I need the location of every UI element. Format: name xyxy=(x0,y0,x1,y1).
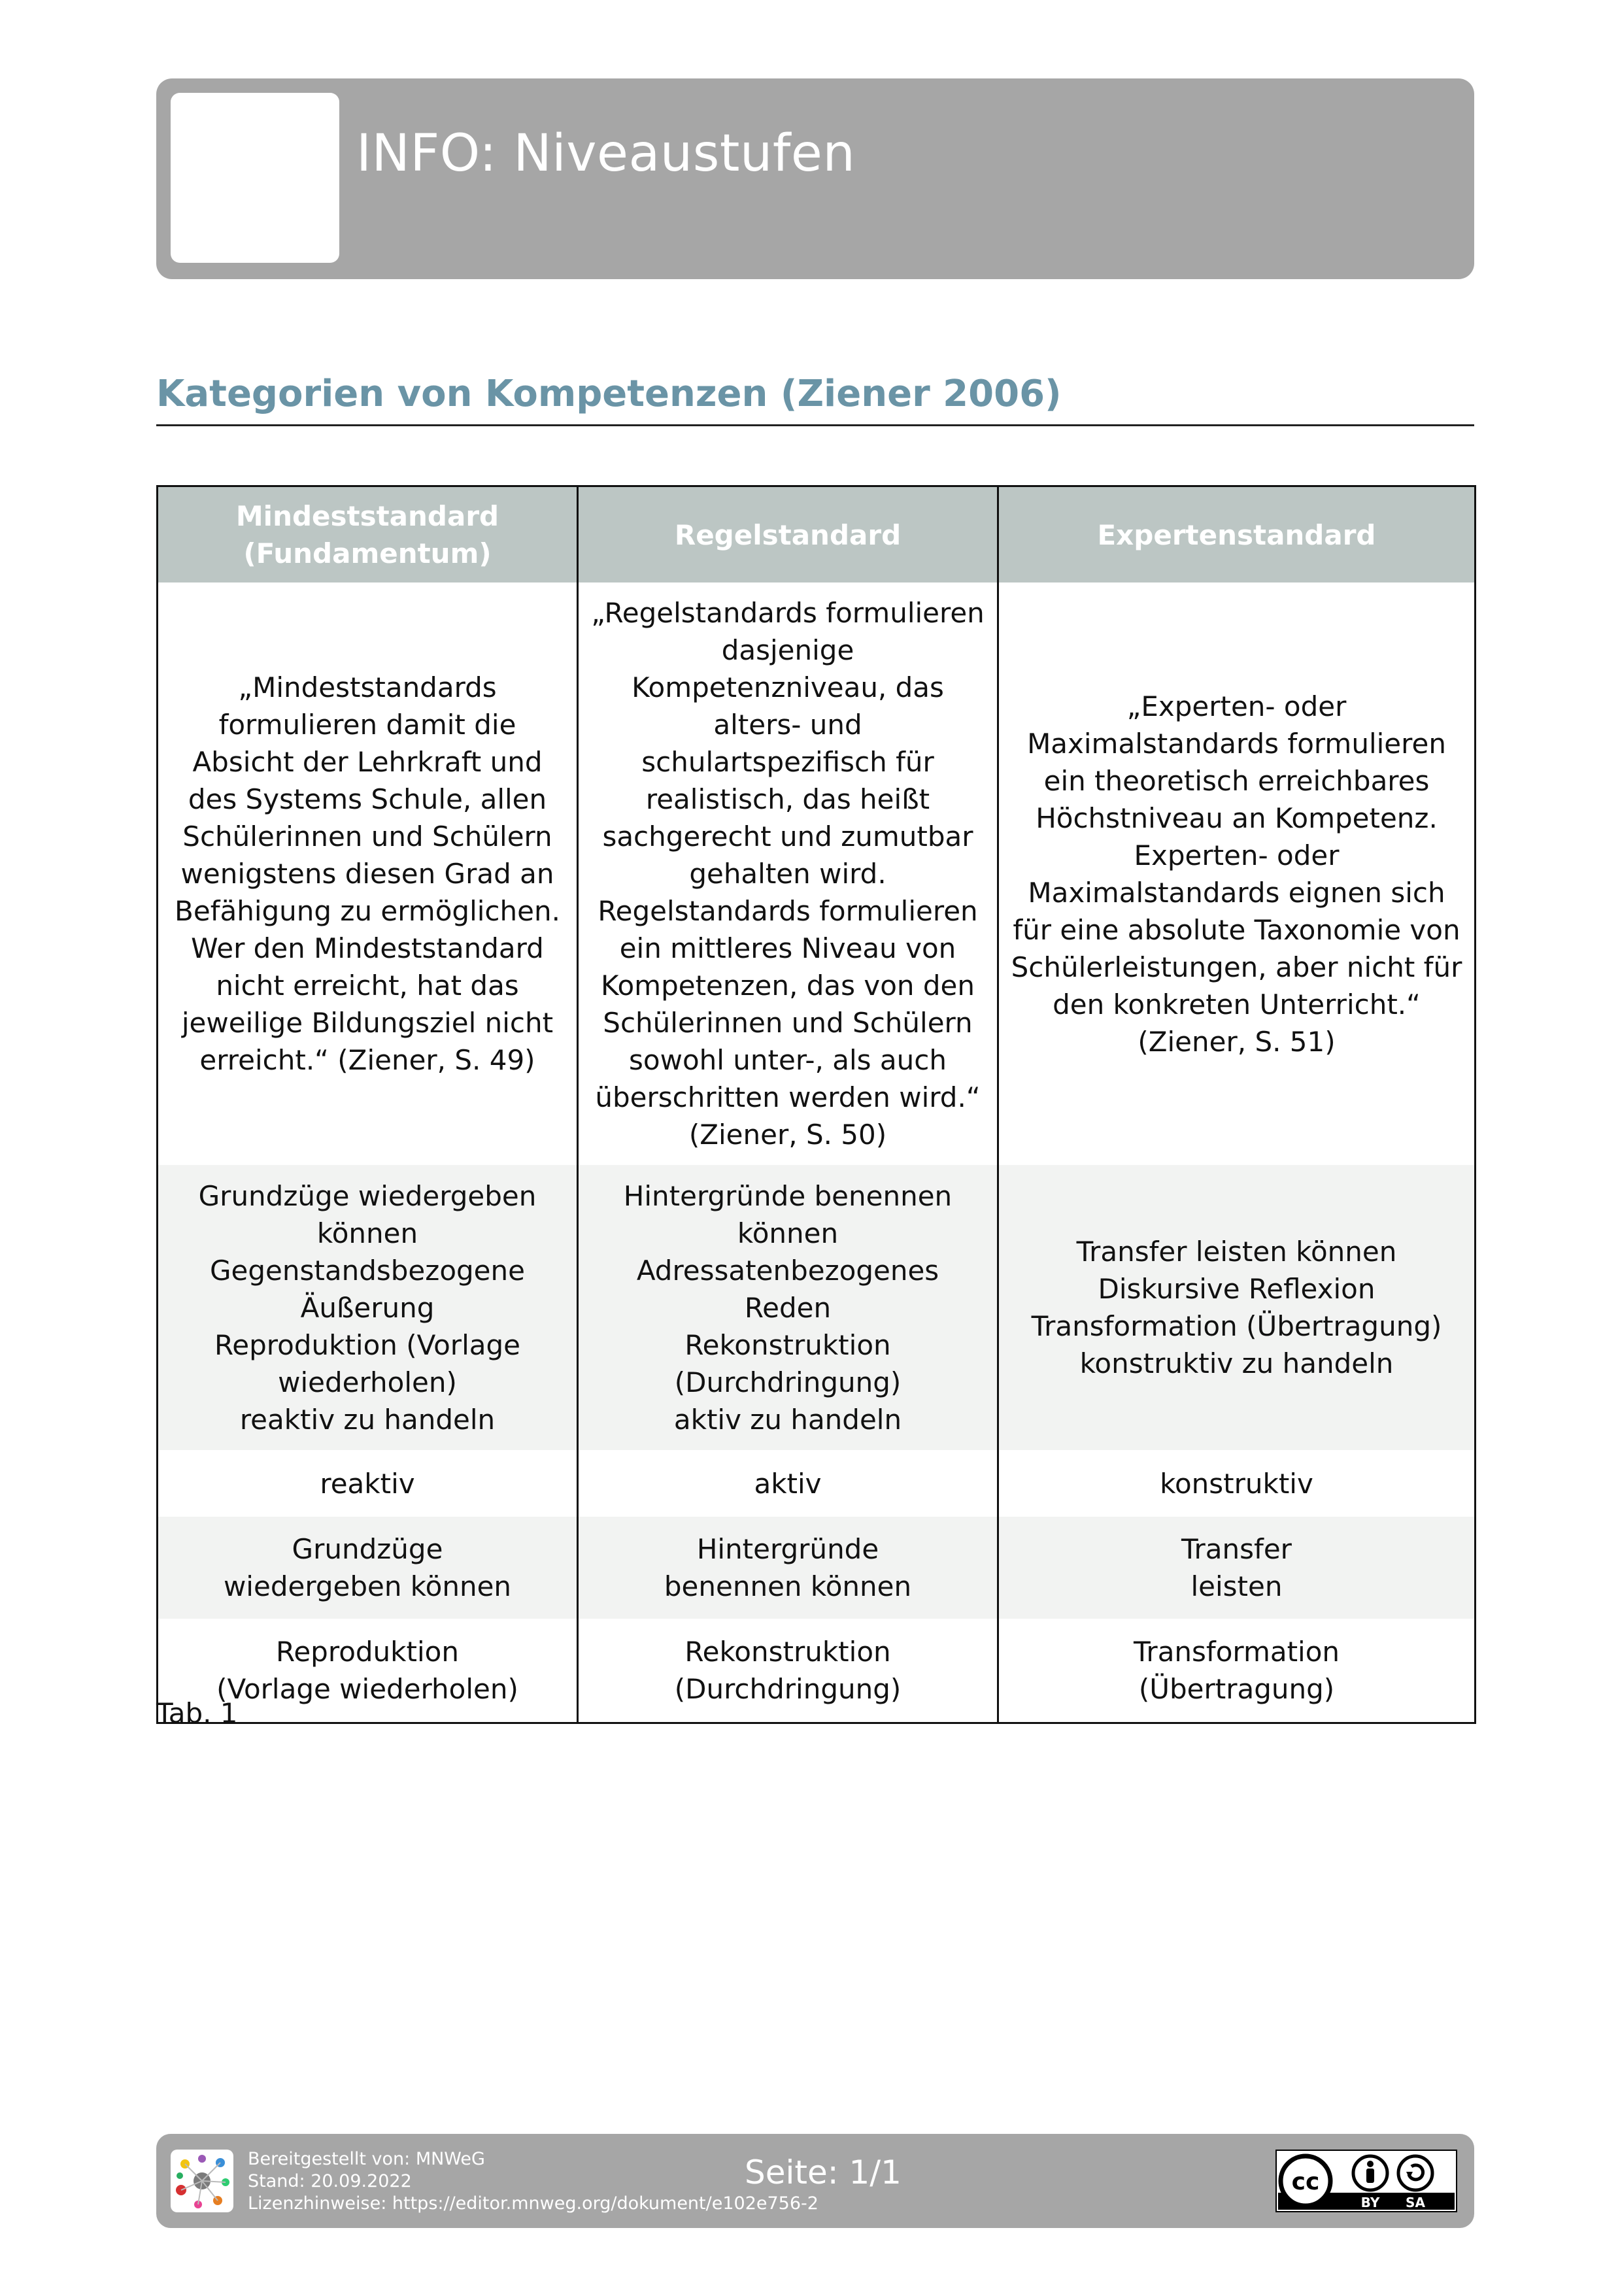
cell-line: Reproduktion xyxy=(276,1636,459,1668)
provided-by: Bereitgestellt von: MNWeG xyxy=(248,2149,485,2169)
cell-line: Rekonstruktion (Durchdringung) xyxy=(674,1328,902,1398)
cell-line: Transformation (Übertragung) xyxy=(1031,1310,1442,1342)
table-cell xyxy=(578,1517,998,1619)
cell-line: Rekonstruktion xyxy=(684,1636,891,1668)
column-header-expertenstandard: Expertenstandard xyxy=(998,486,1476,583)
document-date: Stand: 20.09.2022 xyxy=(248,2171,412,2191)
table-cell: „Experten- oder Maximalstandards formulieren ein theoretisch erreichbares Höchstniveau an Kompetenz. Experten- oder Maximalstandards eignen sich für eine absolute Taxonomie von Schülerleistungen, aber nicht für den konkreten Unterricht.“ (Ziener, S. 51) xyxy=(998,582,1476,1165)
table-cell xyxy=(998,1165,1476,1450)
table-row-action-mode xyxy=(158,1450,1476,1517)
sa-label: SA xyxy=(1406,2195,1425,2210)
cell-line: leisten xyxy=(1190,1570,1283,1602)
table-cell xyxy=(158,1517,578,1619)
cc-label: cc xyxy=(1291,2169,1320,2195)
cc-by-sa-license-icon xyxy=(1275,2150,1457,2212)
table-cell: konstruktiv xyxy=(998,1450,1476,1517)
by-label: BY xyxy=(1360,2195,1380,2210)
table-cell: reaktiv xyxy=(158,1450,578,1517)
table-cell: aktiv xyxy=(578,1450,998,1517)
cell-line: Grundzüge xyxy=(292,1533,443,1565)
cell-line: Diskursive Reflexion xyxy=(1098,1273,1375,1305)
table-cell: „Regelstandards formulieren dasjenige Kompetenzniveau, das alters- und schulartspezifisch für realistisch, das heißt sachgerecht und zumutbar gehalten wird. Regelstandards formulieren ein mittleres Niveau von Kompetenzen, das von den Schülerinnen und Schülern sowohl unter-, als auch überschritten werden wird.“ (Ziener, S. 50) xyxy=(578,582,998,1165)
header-image-placeholder xyxy=(171,93,339,263)
competence-table xyxy=(156,485,1476,1724)
table-cell xyxy=(578,1619,998,1723)
table-cell xyxy=(998,1619,1476,1723)
cell-line: Transfer xyxy=(1181,1533,1292,1565)
table-cell xyxy=(998,1517,1476,1619)
table-caption: Tab. 1 xyxy=(156,1697,238,1729)
cell-line: Gegenstandsbezogene Äußerung xyxy=(210,1254,525,1324)
table-cell xyxy=(158,1165,578,1450)
cell-line: Hintergründe xyxy=(696,1533,879,1565)
cell-line: konstruktiv zu handeln xyxy=(1079,1347,1394,1379)
cell-line: Grundzüge wiedergeben können xyxy=(198,1179,537,1249)
license-link[interactable]: Lizenzhinweise: https://editor.mnweg.org/dokument/e102e756-2 xyxy=(248,2193,818,2214)
cell-line: Reproduktion (Vorlage wiederholen) xyxy=(214,1328,520,1398)
cell-line: (Durchdringung) xyxy=(674,1673,902,1705)
table-cell: „Mindeststandards formulieren damit die Absicht der Lehrkraft und des Systems Schule, allen Schülerinnen und Schülern wenigstens diesen Grad an Befähigung zu ermöglichen. Wer den Mindeststandard nicht erreicht, hat das jeweilige Bildungsziel nicht erreicht.“ (Ziener, S. 49) xyxy=(158,582,578,1165)
table-row-abilities xyxy=(158,1165,1476,1450)
page-number: Seite: 1/1 xyxy=(745,2153,902,2191)
footer-info xyxy=(248,2148,818,2215)
cell-line: aktiv zu handeln xyxy=(673,1403,902,1436)
cell-line: Transfer leisten können xyxy=(1076,1236,1397,1268)
cell-line: (Übertragung) xyxy=(1138,1673,1335,1705)
cell-line: benennen können xyxy=(664,1570,912,1602)
cell-line: Hintergründe benennen können xyxy=(623,1179,953,1249)
table-cell xyxy=(578,1165,998,1450)
cell-line: reaktiv zu handeln xyxy=(239,1403,496,1436)
table-row-cognitive-level xyxy=(158,1619,1476,1723)
column-header-regelstandard: Regelstandard xyxy=(578,486,998,583)
cell-line: (Vorlage wiederholen) xyxy=(216,1673,518,1705)
page-header xyxy=(156,78,1474,279)
mnweg-logo-icon xyxy=(171,2150,233,2212)
column-header-mindeststandard: Mindeststandard (Fundamentum) xyxy=(158,486,578,583)
cell-line: Adressatenbezogenes Reden xyxy=(636,1254,939,1324)
table-row-short-abilities xyxy=(158,1517,1476,1619)
page-footer xyxy=(156,2134,1474,2228)
section-title: Kategorien von Kompetenzen (Ziener 2006) xyxy=(156,373,1474,426)
page-title: INFO: Niveaustufen xyxy=(356,124,856,183)
table-row-definitions xyxy=(158,582,1476,1165)
cell-line: wiedergeben können xyxy=(223,1570,512,1602)
cell-line: Transformation xyxy=(1133,1636,1340,1668)
table-header-row xyxy=(158,486,1476,583)
